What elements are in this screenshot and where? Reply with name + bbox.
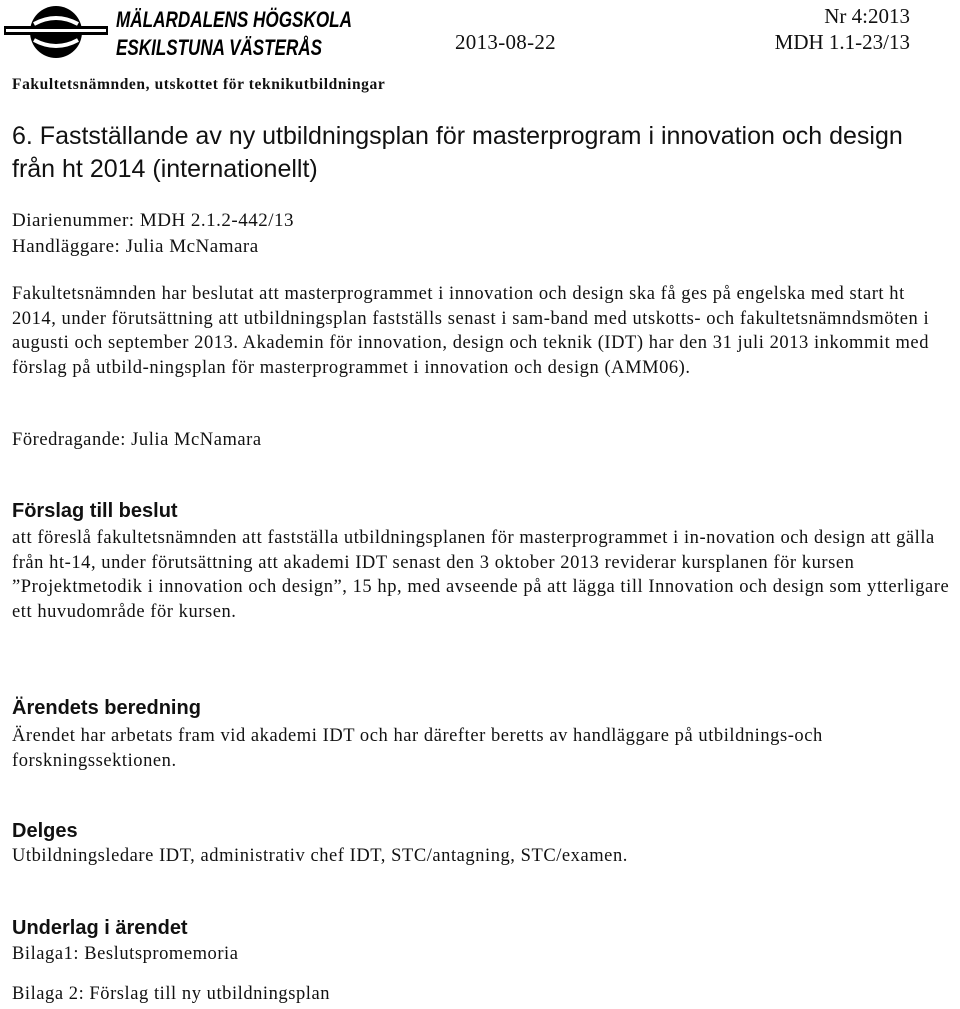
logo-emblem-icon xyxy=(4,6,108,58)
document-number: Nr 4:2013 xyxy=(824,4,910,28)
foredragande: Föredragande: Julia McNamara xyxy=(12,430,262,450)
logo-line-1: MÄLARDALENS HÖGSKOLA xyxy=(116,7,352,32)
preparation-text: Ärendet har arbetats fram vid akademi IDT och har därefter beretts av handläggare på utbildnings-och forskningssektionen. xyxy=(12,726,823,771)
preparation-heading: Ärendets beredning xyxy=(12,697,201,719)
proposal-text: att föreslå fakultetsnämnden att fastställa utbildningsplanen för masterprogrammet i in-novation och design att gälla från ht-14, under förutsättning att akademi IDT senast den 3 oktober 2013 reviderar kursplanen för kursen ”Projektmetodik i innovation och design”, 15 hp, med avseende på att lägga till Innovation och design som ytterligare ett huvudområde för kursen. xyxy=(12,528,950,622)
university-logo xyxy=(4,2,356,60)
document-item: Bilaga1: Beslutspromemoria xyxy=(12,944,239,964)
intro-paragraph: Fakultetsnämnden har beslutat att masterprogrammet i innovation och design ska få ges på engelska med start ht 2014, under förutsättning att utbildningsplan fastställs senast i sam-band med utskotts- och fakultetsnämndsmöten i augusti och september 2013. Akademin för innovation, design och teknik (IDT) har den 31 juli 2013 inkommit med förslag på utbild-ningsplan för masterprogrammet i innovation och design (AMM06). xyxy=(12,284,930,378)
distribution-heading: Delges xyxy=(12,820,78,842)
agenda-item-title: 6. Fastställande av ny utbildningsplan för masterprogram i innovation och design från ht 2014 (internationellt) xyxy=(12,122,903,183)
case-number: MDH 1.1-23/13 xyxy=(774,30,910,54)
handlaggare: Handläggare: Julia McNamara xyxy=(12,236,259,257)
proposal-heading: Förslag till beslut xyxy=(12,500,178,522)
case-metadata xyxy=(12,208,294,260)
document-date: 2013-08-22 xyxy=(455,30,556,54)
documents-heading: Underlag i ärendet xyxy=(12,917,188,939)
distribution-text: Utbildningsledare IDT, administrativ chef IDT, STC/antagning, STC/examen. xyxy=(12,846,628,866)
diarienummer: Diarienummer: MDH 2.1.2-442/13 xyxy=(12,210,295,231)
document-item: Bilaga 2: Förslag till ny utbildningsplan xyxy=(12,984,331,1004)
committee-name: Fakultetsnämnden, utskottet för teknikutbildningar xyxy=(12,76,386,93)
document-header xyxy=(0,0,960,70)
logo-line-2: ESKILSTUNA VÄSTERÅS xyxy=(116,35,323,60)
